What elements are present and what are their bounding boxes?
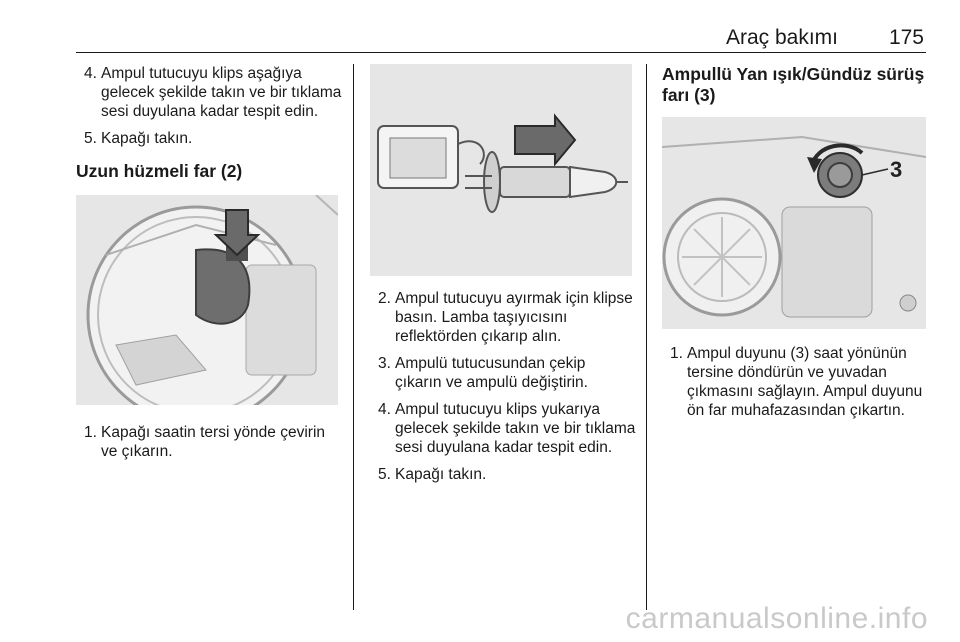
step-text: Ampul tutucuyu klips aşağıya gelecek şekilde takın ve bir tıklama sesi duyulana kadar tespit edin. (101, 65, 342, 120)
step-text: Ampulü tutucusundan çekip çıkarın ve ampulü değiştirin. (395, 355, 588, 391)
column-2 (370, 64, 636, 484)
step-number: 1. (670, 345, 683, 362)
step-text: Ampul tutucuyu klips yukarıya gelecek şekilde takın ve bir tıklama sesi duyulana kadar tespit edin. (395, 401, 636, 456)
step-list (370, 289, 636, 484)
section-title: Araç bakımı (725, 26, 838, 49)
step-number: 2. (378, 290, 391, 307)
high-beam-illustration (76, 195, 338, 405)
step-number: 5. (378, 466, 391, 483)
step-item (76, 64, 344, 121)
side-light-illustration (662, 117, 926, 329)
step-list-top (76, 64, 344, 148)
column-divider-2 (646, 64, 647, 610)
high-beam-figure (76, 195, 338, 405)
section-heading-line2: farı (3) (662, 85, 716, 105)
step-number: 5. (84, 130, 97, 147)
side-light-figure (662, 117, 926, 329)
section-heading (662, 64, 930, 106)
step-text: Kapağı takın. (395, 466, 487, 483)
step-item (662, 344, 930, 420)
step-list-bottom (76, 423, 344, 461)
column-divider-1 (353, 64, 354, 610)
step-number: 4. (378, 401, 391, 418)
step-text: Kapağı takın. (101, 130, 193, 147)
step-text: Ampul duyunu (3) saat yönünün tersine döndürün ve yuvadan çıkmasını sağlayın. Ampul duyunu ön far muhafazasından çıkartın. (687, 345, 923, 419)
step-number: 1. (84, 424, 97, 441)
column-1 (76, 64, 344, 461)
step-number: 3. (378, 355, 391, 372)
step-item (370, 289, 636, 346)
section-heading: Uzun hüzmeli far (2) (76, 161, 243, 181)
bulb-holder-figure (370, 64, 632, 276)
page-header (76, 26, 926, 52)
column-3 (662, 64, 930, 420)
page-number: 175 (888, 26, 924, 49)
step-item (370, 354, 636, 392)
step-text: Kapağı saatin tersi yönde çevirin ve çıkarın. (101, 424, 326, 460)
bulb-holder-illustration (370, 64, 632, 276)
header-rule (76, 52, 926, 53)
step-item (76, 129, 344, 148)
step-item (76, 423, 344, 461)
step-number: 4. (84, 65, 97, 82)
section-heading-line1: Ampullü Yan ışık/Gündüz sürüş (662, 64, 925, 84)
step-item (370, 465, 636, 484)
callout-number: 3 (890, 157, 903, 182)
step-list (662, 344, 930, 420)
watermark: carmanualsonline.info (625, 602, 928, 635)
step-item (370, 400, 636, 457)
step-text: Ampul tutucuyu ayırmak için klipse basın. Lamba taşıyıcısını reflektörden çıkarıp alın. (395, 290, 633, 345)
